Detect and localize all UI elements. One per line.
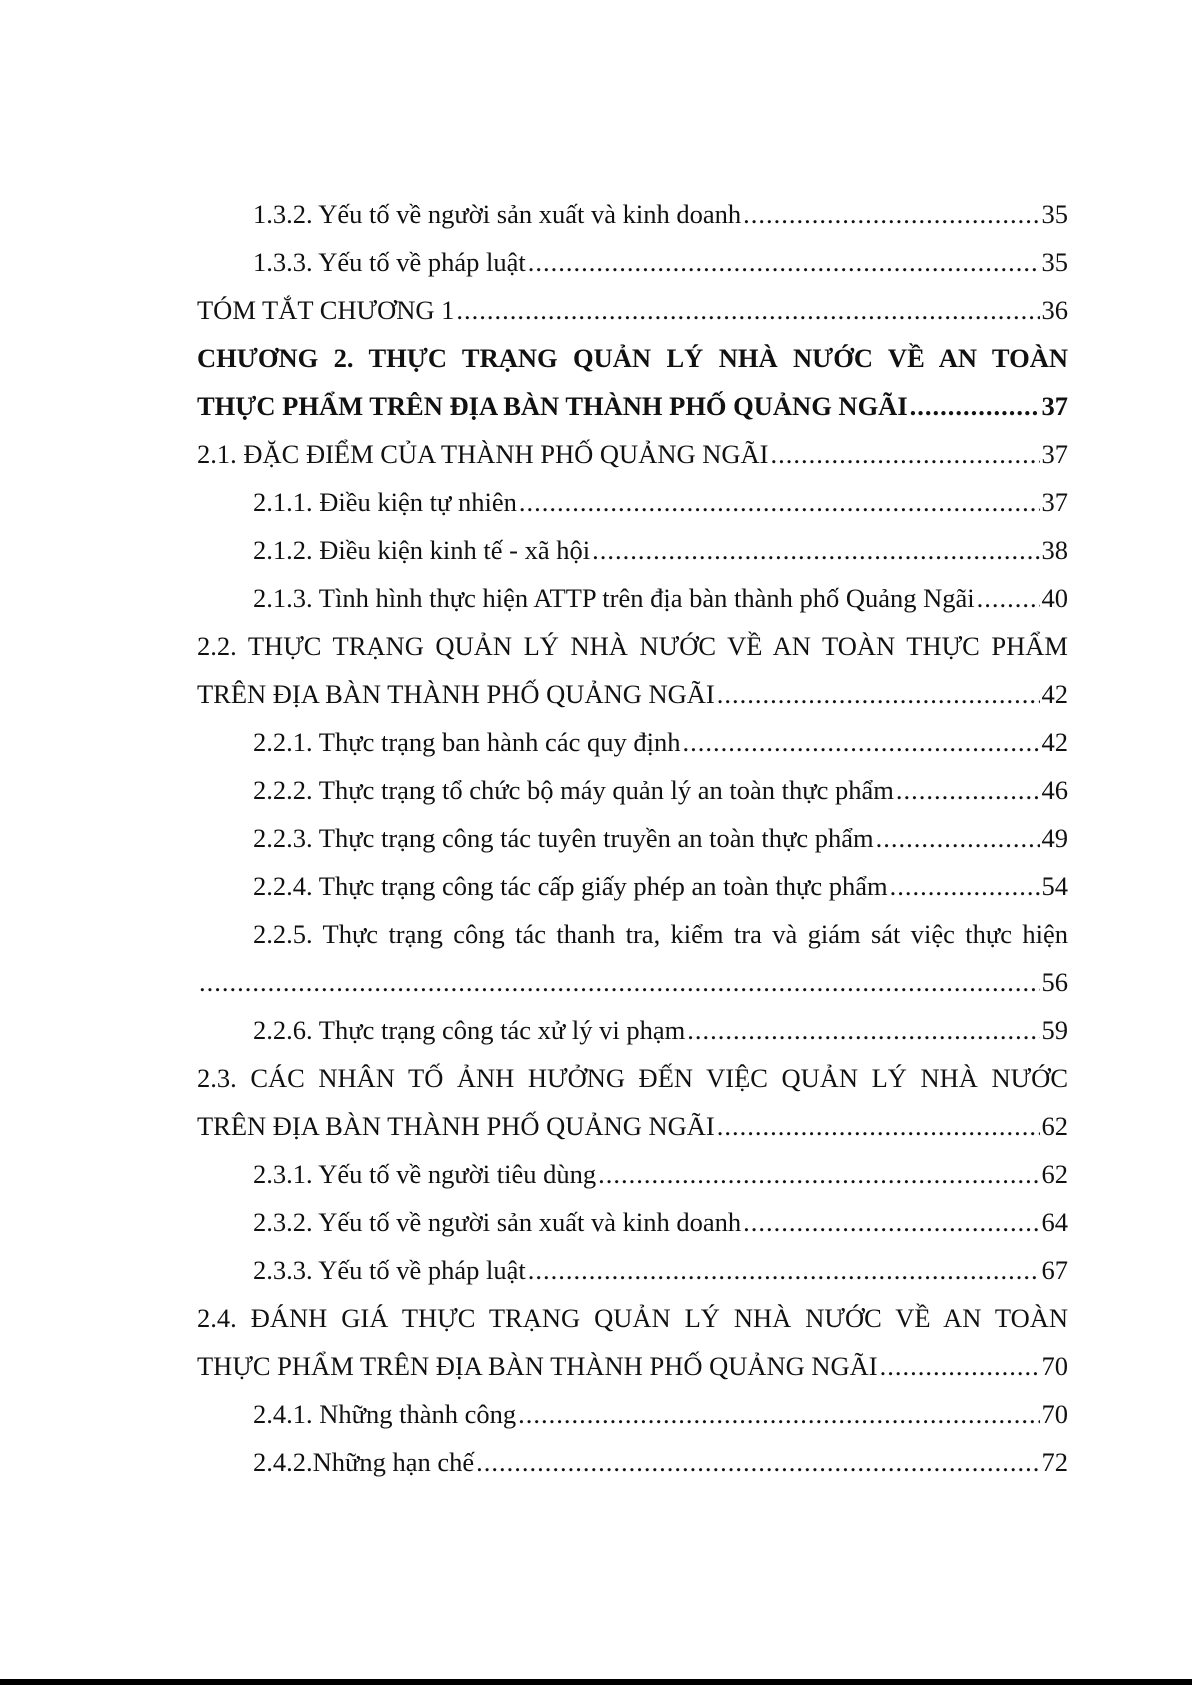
toc-entry[interactable] bbox=[197, 574, 1068, 622]
toc-entry[interactable] bbox=[197, 382, 1068, 430]
dot-leader bbox=[890, 862, 1040, 910]
dot-leader bbox=[199, 958, 1040, 1006]
toc-entry[interactable] bbox=[197, 670, 1068, 718]
dot-leader bbox=[876, 814, 1040, 862]
toc-page-number: 38 bbox=[1041, 535, 1068, 565]
toc-entry[interactable] bbox=[197, 718, 1068, 766]
toc-entry-line: 2.2.5. Thực trạng công tác thanh tra, kiểm tra và giám sát việc thực hiện bbox=[253, 919, 1068, 949]
toc-entry-title: 2.2.2. Thực trạng tổ chức bộ máy quản lý an toàn thực phẩm bbox=[253, 775, 894, 805]
dot-leader bbox=[687, 1006, 1039, 1054]
toc-entry[interactable] bbox=[197, 814, 1068, 862]
dot-leader bbox=[770, 430, 1039, 478]
toc-entry-title: 2.1. ĐẶC ĐIỂM CỦA THÀNH PHỐ QUẢNG NGÃI bbox=[197, 439, 769, 469]
toc-page-number: 49 bbox=[1041, 823, 1068, 853]
toc-entry-line: 2.4. ĐÁNH GIÁ THỰC TRẠNG QUẢN LÝ NHÀ NƯỚC VỀ AN TOÀN bbox=[197, 1303, 1068, 1333]
toc-entry-title: THỰC PHẨM TRÊN ĐỊA BÀN THÀNH PHỐ QUẢNG NGÃI bbox=[197, 391, 908, 421]
toc-page-number: 40 bbox=[1041, 583, 1068, 613]
toc-page-number: 56 bbox=[1041, 967, 1068, 997]
toc-page-number: 62 bbox=[1041, 1111, 1068, 1141]
dot-leader bbox=[743, 1198, 1039, 1246]
toc-page-number: 42 bbox=[1041, 679, 1068, 709]
toc-page-number: 46 bbox=[1041, 775, 1068, 805]
toc-entry-title: 1.3.3. Yếu tố về pháp luật bbox=[253, 247, 526, 277]
dot-leader bbox=[528, 1246, 1040, 1294]
dot-leader bbox=[476, 1438, 1039, 1486]
toc-page-number: 70 bbox=[1041, 1351, 1068, 1381]
dot-leader bbox=[880, 1342, 1040, 1390]
toc-entry[interactable] bbox=[197, 1006, 1068, 1054]
toc-entry-title: 2.4.2.Những hạn chế bbox=[253, 1447, 475, 1477]
toc-entry-title: 2.4.1. Những thành công bbox=[253, 1399, 517, 1429]
toc-entry-title: 2.2.4. Thực trạng công tác cấp giấy phép an toàn thực phẩm bbox=[253, 871, 888, 901]
toc-entry-title: 2.1.3. Tình hình thực hiện ATTP trên địa bàn thành phố Quảng Ngãi bbox=[253, 583, 975, 613]
toc-entry[interactable] bbox=[197, 766, 1068, 814]
toc-entry-title: 2.2.1. Thực trạng ban hành các quy định bbox=[253, 727, 681, 757]
toc-entry-title: 2.3.2. Yếu tố về người sản xuất và kinh doanh bbox=[253, 1207, 742, 1237]
bottom-border bbox=[0, 1679, 1192, 1685]
toc-page-number: 67 bbox=[1041, 1255, 1068, 1285]
toc-entry[interactable] bbox=[197, 1198, 1068, 1246]
toc-entry-line: 2.3. CÁC NHÂN TỐ ẢNH HƯỞNG ĐẾN VIỆC QUẢN LÝ NHÀ NƯỚC bbox=[197, 1063, 1068, 1093]
toc-entry-title: THỰC PHẨM TRÊN ĐỊA BÀN THÀNH PHỐ QUẢNG NGÃI bbox=[197, 1351, 878, 1381]
toc-page-number: 70 bbox=[1041, 1399, 1068, 1429]
toc-entry-title: 2.3.3. Yếu tố về pháp luật bbox=[253, 1255, 526, 1285]
toc-entry[interactable] bbox=[197, 1342, 1068, 1390]
toc-page-number: 42 bbox=[1041, 727, 1068, 757]
toc-page-number: 59 bbox=[1041, 1015, 1068, 1045]
toc-entry[interactable] bbox=[197, 430, 1068, 478]
toc-page-number: 36 bbox=[1041, 295, 1068, 325]
toc-entry-title: 2.1.1. Điều kiện tự nhiên bbox=[253, 487, 517, 517]
dot-leader bbox=[743, 190, 1039, 238]
toc-entry[interactable] bbox=[197, 1102, 1068, 1150]
dot-leader bbox=[717, 1102, 1040, 1150]
toc-page-number: 72 bbox=[1041, 1447, 1068, 1477]
toc-entry[interactable] bbox=[197, 478, 1068, 526]
toc-entry-line: CHƯƠNG 2. THỰC TRẠNG QUẢN LÝ NHÀ NƯỚC VỀ AN TOÀN bbox=[197, 343, 1068, 373]
toc-entry[interactable] bbox=[197, 1150, 1068, 1198]
toc-entry[interactable] bbox=[197, 1246, 1068, 1294]
dot-leader bbox=[896, 766, 1040, 814]
toc-entry[interactable] bbox=[197, 1438, 1068, 1486]
dot-leader bbox=[977, 574, 1040, 622]
toc-page-number: 54 bbox=[1041, 871, 1068, 901]
dot-leader bbox=[456, 286, 1039, 334]
toc-entry-title: 2.1.2. Điều kiện kinh tế - xã hội bbox=[253, 535, 591, 565]
toc-page-number: 35 bbox=[1041, 199, 1068, 229]
toc-page-number: 37 bbox=[1041, 439, 1068, 469]
toc-entry[interactable] bbox=[197, 190, 1068, 238]
dot-leader bbox=[598, 1150, 1039, 1198]
table-of-contents bbox=[197, 190, 1068, 1486]
dot-leader bbox=[717, 670, 1040, 718]
toc-entry[interactable] bbox=[197, 1390, 1068, 1438]
toc-entry-title: 2.3.1. Yếu tố về người tiêu dùng bbox=[253, 1159, 597, 1189]
toc-entry-title: TRÊN ĐỊA BÀN THÀNH PHỐ QUẢNG NGÃI bbox=[197, 679, 715, 709]
toc-page-number: 62 bbox=[1041, 1159, 1068, 1189]
toc-page-number: 37 bbox=[1041, 391, 1068, 421]
dot-leader bbox=[518, 1390, 1039, 1438]
toc-entry[interactable] bbox=[197, 286, 1068, 334]
dot-leader bbox=[592, 526, 1039, 574]
toc-entry-title: TÓM TẮT CHƯƠNG 1 bbox=[197, 295, 455, 325]
dot-leader bbox=[528, 238, 1040, 286]
toc-entry[interactable] bbox=[197, 862, 1068, 910]
toc-page-number: 37 bbox=[1041, 487, 1068, 517]
toc-entry-line: 2.2. THỰC TRẠNG QUẢN LÝ NHÀ NƯỚC VỀ AN TOÀN THỰC PHẨM bbox=[197, 631, 1068, 661]
toc-entry-title: 1.3.2. Yếu tố về người sản xuất và kinh doanh bbox=[253, 199, 742, 229]
toc-entry[interactable] bbox=[197, 238, 1068, 286]
toc-page-number: 35 bbox=[1041, 247, 1068, 277]
toc-entry[interactable] bbox=[197, 526, 1068, 574]
dot-leader bbox=[682, 718, 1039, 766]
dot-leader bbox=[519, 478, 1040, 526]
toc-entry-title: TRÊN ĐỊA BÀN THÀNH PHỐ QUẢNG NGÃI bbox=[197, 1111, 715, 1141]
toc-entry-title: 2.2.3. Thực trạng công tác tuyên truyền an toàn thực phẩm bbox=[253, 823, 874, 853]
toc-page-number: 64 bbox=[1041, 1207, 1068, 1237]
dot-leader bbox=[910, 382, 1040, 430]
toc-entry[interactable] bbox=[197, 958, 1068, 1006]
toc-entry-title: 2.2.6. Thực trạng công tác xử lý vi phạm bbox=[253, 1015, 686, 1045]
